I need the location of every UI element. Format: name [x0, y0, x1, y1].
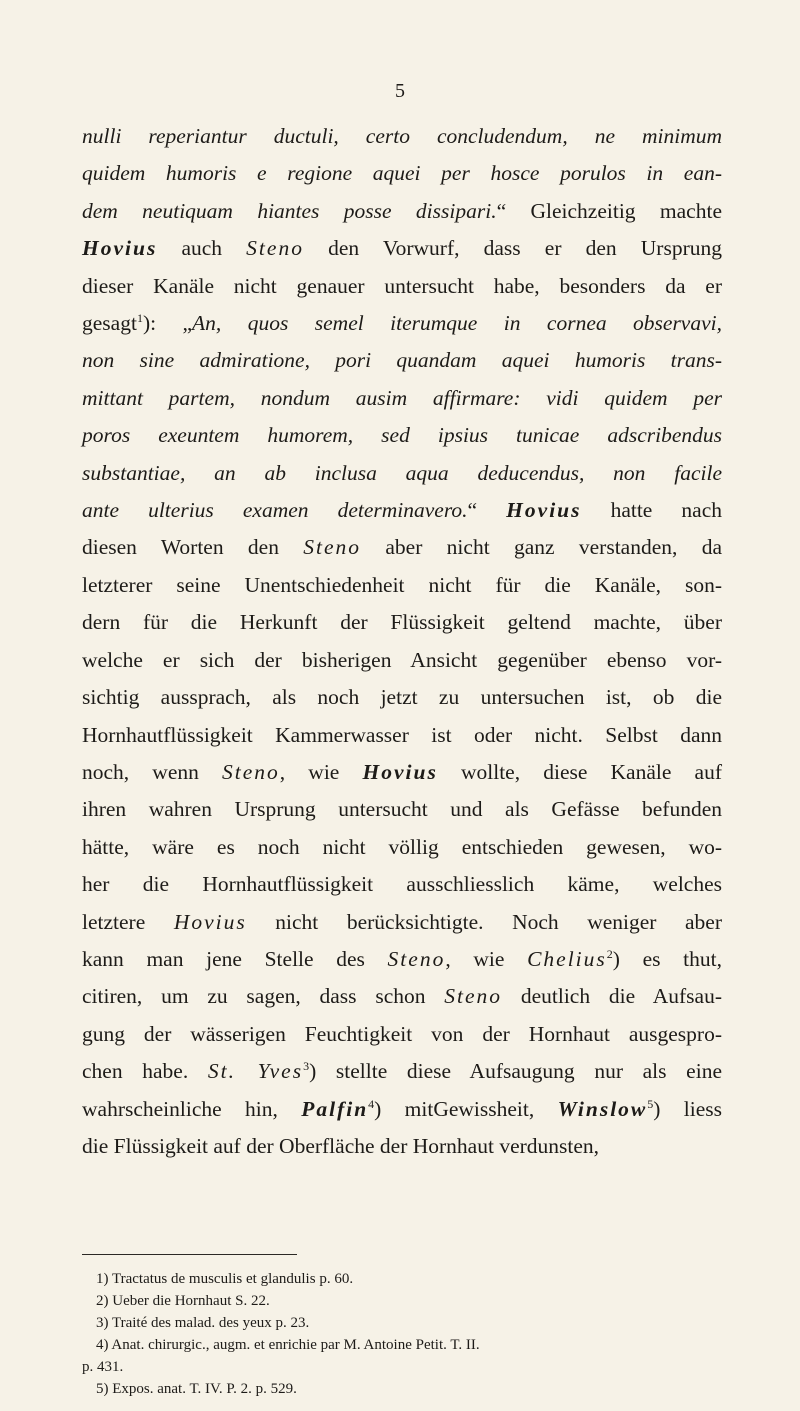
text-line: her die Hornhautflüssigkeit ausschliesslich käme, welches	[82, 872, 722, 897]
text-line	[82, 118, 722, 155]
text-line	[82, 380, 722, 417]
text-line: Hovius auch Steno den Vorwurf, dass er den Ursprung	[82, 236, 722, 261]
latin-quote: An, quos semel iterumque in cornea observavi,	[192, 311, 722, 336]
text-line: letztere Hovius nicht berücksichtigte. Noch weniger aber	[82, 909, 722, 934]
text-line	[82, 342, 722, 379]
author-name: Steno	[303, 535, 362, 560]
author-name: Hovius	[82, 236, 158, 261]
author-name: St. Yves	[207, 1059, 304, 1084]
footnote-continuation: p. 431.	[82, 1359, 124, 1375]
footnote: 3) Traité des malad. des yeux p. 23.	[96, 1315, 310, 1331]
author-name: Steno	[387, 946, 446, 971]
footnote-ref: 4	[368, 1096, 375, 1111]
footnote-ref: 1	[136, 310, 143, 325]
text-line: gesagt$^1$): „An, quos semel iterumque in cornea observavi,	[82, 310, 722, 336]
latin-quote: poros exeuntem humorem, sed ipsius tunicae adscribendus	[82, 423, 722, 448]
footnote: 1) Tractatus de musculis et glandulis p. 60.	[96, 1271, 354, 1287]
author-name: Hovius	[506, 498, 582, 523]
author-name: Hovius	[362, 759, 438, 784]
text-line: diesen Worten den Steno aber nicht ganz verstanden, da	[82, 535, 723, 560]
footnote: 5) Expos. anat. T. IV. P. 2. p. 529.	[96, 1381, 297, 1397]
text-line	[82, 417, 722, 454]
text-line	[82, 155, 722, 192]
latin-quote: non sine admiratione, pori quandam aquei humoris trans-	[82, 348, 722, 373]
text-line: gung der wässerigen Feuchtigkeit von der Hornhaut ausgespro-	[82, 1021, 722, 1046]
author-name: Steno	[444, 984, 503, 1009]
text-line: ihren wahren Ursprung untersucht und als Gefässe befunden	[82, 797, 722, 822]
text-line: wahrscheinliche hin, Palfin$^4$) mitGewissheit, Winslow$^5$) liess	[82, 1096, 722, 1121]
text-line: letzterer seine Unentschiedenheit nicht für die Kanäle, son-	[82, 572, 722, 597]
latin-quote: dem neutiquam hiantes posse dissipari.	[82, 198, 497, 223]
author-name: Winslow	[557, 1096, 648, 1121]
page-number: 5	[395, 80, 405, 102]
text-line: ante ulterius examen determinavero.“ Hovius hatte nach	[82, 498, 723, 523]
footnote: 2) Ueber die Hornhaut S. 22.	[96, 1293, 270, 1309]
footnote-ref: 3	[303, 1059, 310, 1073]
footnote: 4) Anat. chirurgic., augm. et enrichie par M. Antoine Petit. T. II.	[96, 1337, 480, 1353]
text-line: hätte, wäre es noch nicht völlig entschieden gewesen, wo-	[82, 834, 722, 859]
author-name: Hovius	[173, 909, 247, 934]
footnote-ref: 5	[647, 1096, 654, 1111]
latin-quote: ante ulterius examen determinavero.	[82, 498, 468, 523]
latin-quote: substantiae, an ab inclusa aqua deducendus, non facile	[82, 460, 722, 485]
author-name: Steno	[246, 236, 304, 261]
text-line: citiren, um zu sagen, dass schon Steno deutlich die Aufsau-	[82, 984, 723, 1009]
author-name: Palfin	[301, 1096, 369, 1121]
text-line: welche er sich der bisherigen Ansicht gegenüber ebenso vor-	[82, 647, 722, 672]
body-text	[82, 118, 722, 1165]
text-line: noch, wenn Steno, wie Hovius wollte, diese Kanäle auf	[82, 759, 722, 784]
text-line: kann man jene Stelle des Steno, wie Chelius$^2$) es thut,	[82, 946, 722, 971]
text-line: chen habe. St. Yves$^3$) stellte diese Aufsaugung nur als eine	[82, 1059, 722, 1084]
footnotes	[82, 1268, 732, 1400]
latin-quote: quidem humoris e regione aquei per hosce porulos in ean-	[82, 161, 722, 186]
author-name: Steno	[222, 759, 280, 784]
text-line	[82, 455, 722, 492]
author-name: Chelius	[527, 946, 607, 971]
latin-quote: nulli reperiantur ductuli, certo concludendum, ne minimum	[82, 124, 722, 148]
text-line: dern für die Herkunft der Flüssigkeit geltend machte, über	[82, 610, 722, 635]
latin-quote: mittant partem, nondum ausim affirmare: vidi quidem per	[82, 385, 722, 410]
text-line: dem neutiquam hiantes posse dissipari.“ Gleichzeitig machte	[82, 198, 722, 223]
text-line: sichtig aussprach, als noch jetzt zu untersuchen ist, ob die	[82, 685, 722, 710]
text-line: dieser Kanäle nicht genauer untersucht habe, besonders da er	[82, 273, 722, 298]
text-line: Hornhautflüssigkeit Kammerwasser ist oder nicht. Selbst dann	[82, 722, 722, 747]
footnote-ref: 2	[606, 946, 613, 961]
footnote-divider	[82, 1254, 297, 1255]
text-line: die Flüssigkeit auf der Oberfläche der Hornhaut verdunsten,	[82, 1133, 600, 1158]
